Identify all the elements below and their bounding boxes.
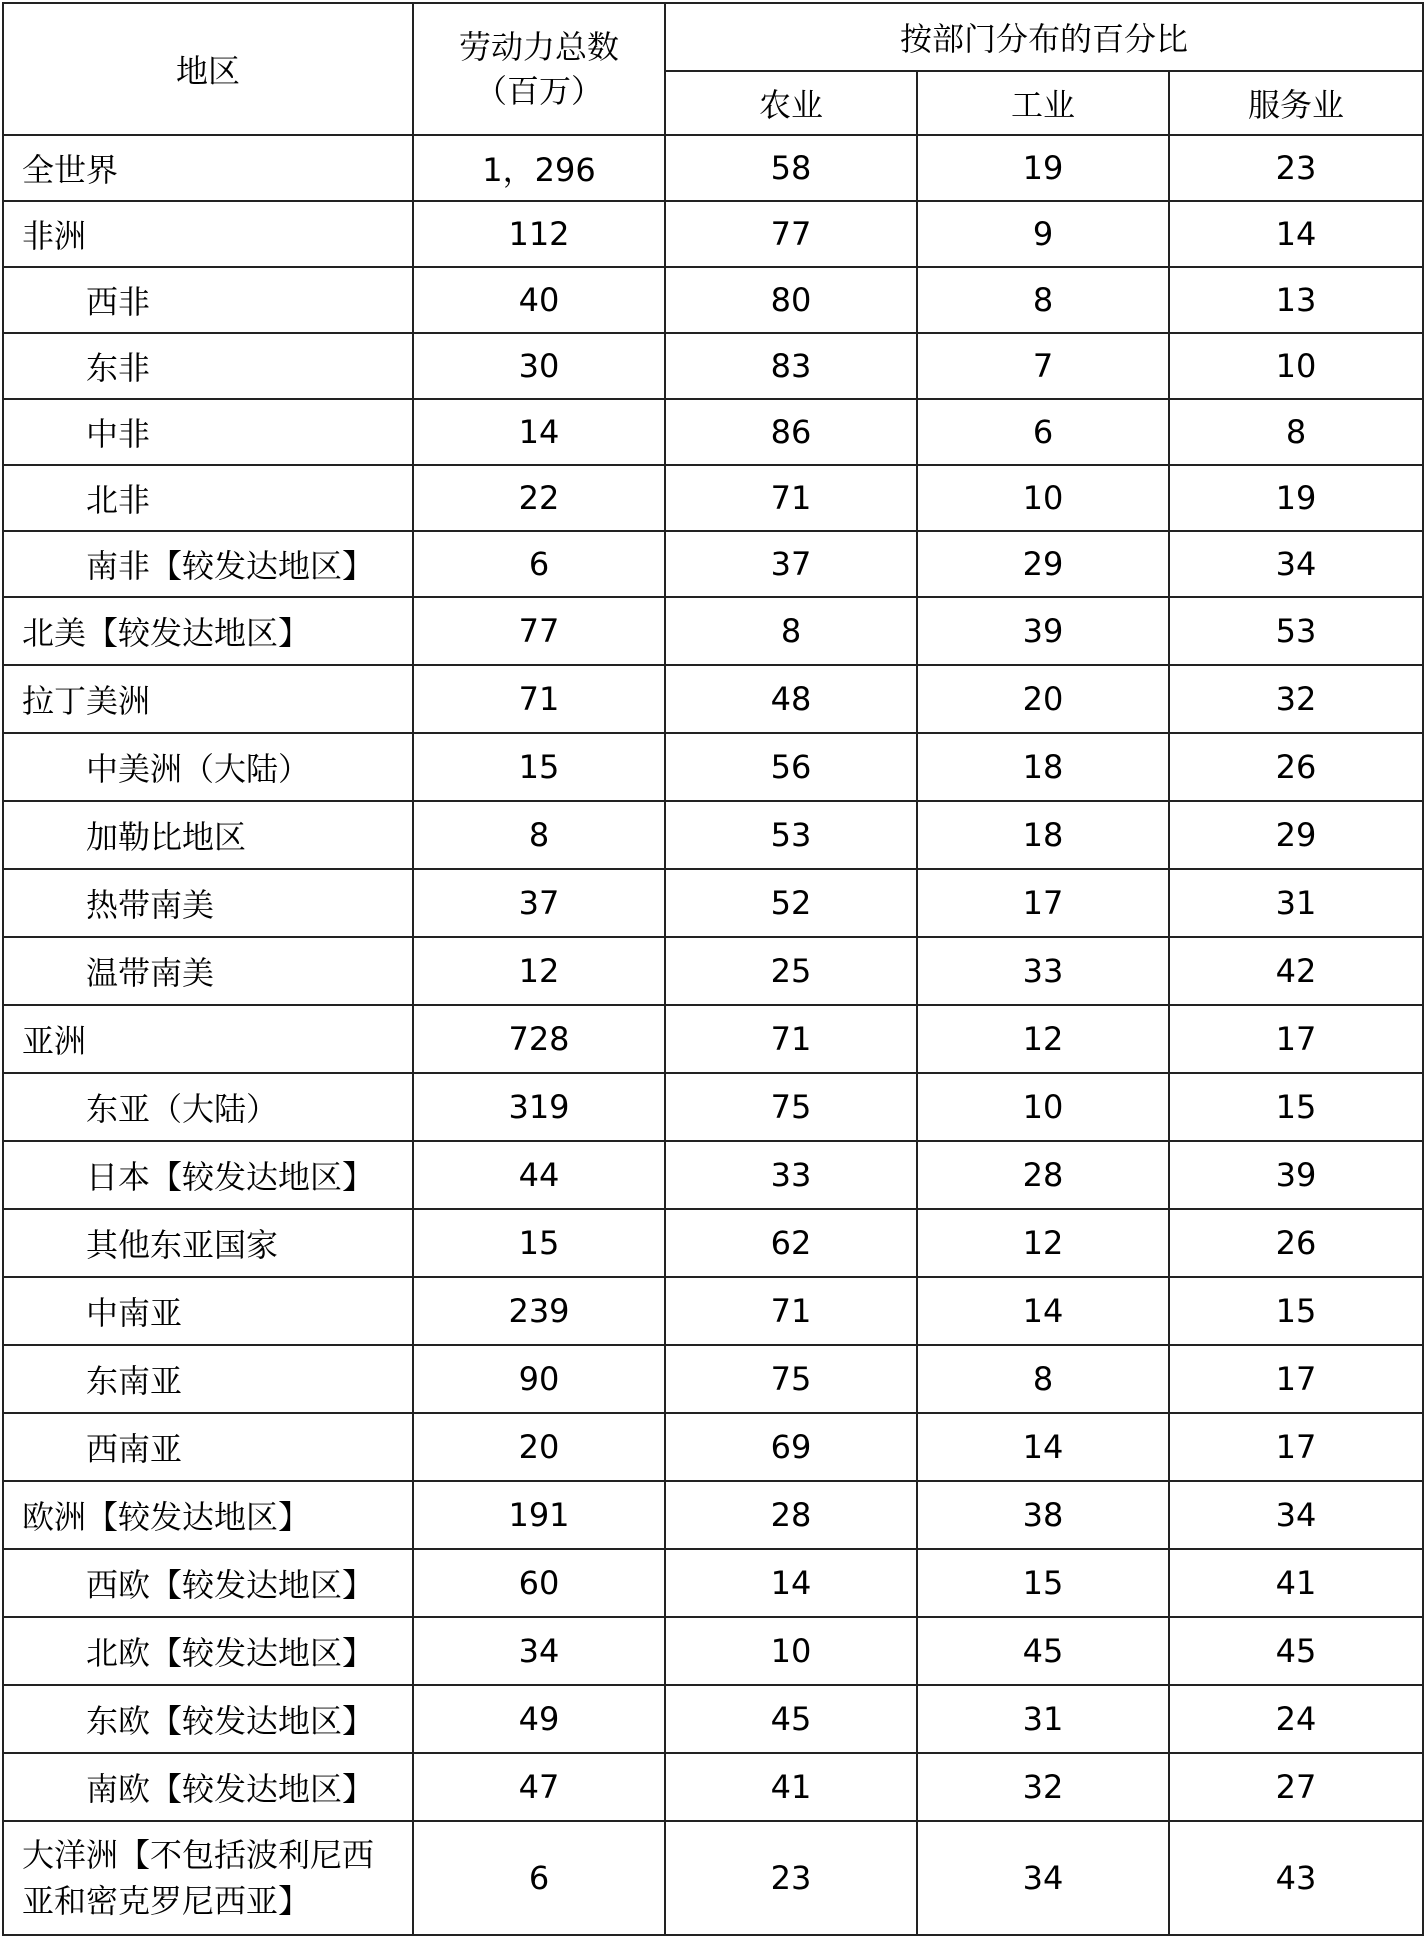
labor-total-cell: 22 (413, 465, 665, 531)
region-cell: 中南亚 (3, 1277, 413, 1345)
agriculture-cell: 25 (665, 937, 917, 1005)
labor-total-cell: 44 (413, 1141, 665, 1209)
table-row (3, 1481, 1423, 1549)
table-row (3, 1005, 1423, 1073)
table-row (3, 869, 1423, 937)
industry-cell: 6 (917, 399, 1169, 465)
region-cell: 拉丁美洲 (3, 665, 413, 733)
table-row (3, 665, 1423, 733)
labor-total-cell: 14 (413, 399, 665, 465)
labor-total-cell: 191 (413, 1481, 665, 1549)
labor-total-cell: 8 (413, 801, 665, 869)
industry-cell: 18 (917, 801, 1169, 869)
agriculture-cell: 69 (665, 1413, 917, 1481)
table-row (3, 1549, 1423, 1617)
industry-cell: 12 (917, 1209, 1169, 1277)
labor-total-cell: 49 (413, 1685, 665, 1753)
agriculture-cell: 83 (665, 333, 917, 399)
industry-cell: 34 (917, 1821, 1169, 1935)
services-cell: 10 (1169, 333, 1423, 399)
region-cell: 热带南美 (3, 869, 413, 937)
industry-cell: 7 (917, 333, 1169, 399)
agriculture-cell: 14 (665, 1549, 917, 1617)
services-cell: 53 (1169, 597, 1423, 665)
labor-total-cell: 15 (413, 733, 665, 801)
agriculture-cell: 86 (665, 399, 917, 465)
region-cell: 东非 (3, 333, 413, 399)
agriculture-cell: 45 (665, 1685, 917, 1753)
table-row (3, 1685, 1423, 1753)
agriculture-cell: 8 (665, 597, 917, 665)
table-row (3, 201, 1423, 267)
region-cell: 南欧【较发达地区】 (3, 1753, 413, 1821)
agriculture-cell: 56 (665, 733, 917, 801)
labor-force-table (2, 2, 1424, 1936)
services-cell: 45 (1169, 1617, 1423, 1685)
agriculture-header: 农业 (665, 71, 917, 135)
table-row (3, 267, 1423, 333)
table-row (3, 1617, 1423, 1685)
table-row (3, 399, 1423, 465)
labor-total-cell: 34 (413, 1617, 665, 1685)
region-cell: 北欧【较发达地区】 (3, 1617, 413, 1685)
services-cell: 19 (1169, 465, 1423, 531)
services-cell: 41 (1169, 1549, 1423, 1617)
services-cell: 32 (1169, 665, 1423, 733)
industry-cell: 32 (917, 1753, 1169, 1821)
services-cell: 31 (1169, 869, 1423, 937)
region-cell: 欧洲【较发达地区】 (3, 1481, 413, 1549)
region-cell: 南非【较发达地区】 (3, 531, 413, 597)
services-cell: 34 (1169, 1481, 1423, 1549)
region-cell: 中非 (3, 399, 413, 465)
agriculture-cell: 75 (665, 1345, 917, 1413)
table-row (3, 1277, 1423, 1345)
region-cell: 东南亚 (3, 1345, 413, 1413)
region-cell: 北非 (3, 465, 413, 531)
table-row (3, 1141, 1423, 1209)
agriculture-cell: 52 (665, 869, 917, 937)
labor-total-cell: 1，296 (413, 135, 665, 201)
services-cell: 39 (1169, 1141, 1423, 1209)
labor-total-cell: 47 (413, 1753, 665, 1821)
table-row (3, 531, 1423, 597)
table-row (3, 1753, 1423, 1821)
agriculture-cell: 77 (665, 201, 917, 267)
region-cell: 大洋洲【不包括波利尼西亚和密克罗尼西亚】 (3, 1821, 413, 1935)
industry-cell: 8 (917, 267, 1169, 333)
table-row (3, 733, 1423, 801)
labor-total-cell: 6 (413, 1821, 665, 1935)
industry-cell: 18 (917, 733, 1169, 801)
table-row (3, 135, 1423, 201)
agriculture-cell: 10 (665, 1617, 917, 1685)
industry-cell: 20 (917, 665, 1169, 733)
region-cell: 西欧【较发达地区】 (3, 1549, 413, 1617)
labor-total-cell: 728 (413, 1005, 665, 1073)
labor-total-header-line2: （百万） (474, 72, 603, 110)
services-cell: 26 (1169, 1209, 1423, 1277)
region-cell: 温带南美 (3, 937, 413, 1005)
region-cell: 非洲 (3, 201, 413, 267)
industry-cell: 9 (917, 201, 1169, 267)
industry-cell: 39 (917, 597, 1169, 665)
labor-total-cell: 15 (413, 1209, 665, 1277)
services-cell: 17 (1169, 1345, 1423, 1413)
agriculture-cell: 71 (665, 1005, 917, 1073)
region-cell: 加勒比地区 (3, 801, 413, 869)
labor-total-cell: 90 (413, 1345, 665, 1413)
industry-cell: 19 (917, 135, 1169, 201)
labor-total-cell: 77 (413, 597, 665, 665)
table-row (3, 801, 1423, 869)
agriculture-cell: 33 (665, 1141, 917, 1209)
services-cell: 8 (1169, 399, 1423, 465)
labor-total-cell: 239 (413, 1277, 665, 1345)
table-row (3, 1073, 1423, 1141)
labor-total-cell: 319 (413, 1073, 665, 1141)
labor-total-cell: 112 (413, 201, 665, 267)
industry-cell: 45 (917, 1617, 1169, 1685)
region-cell: 东欧【较发达地区】 (3, 1685, 413, 1753)
industry-cell: 33 (917, 937, 1169, 1005)
labor-total-cell: 20 (413, 1413, 665, 1481)
labor-total-cell: 12 (413, 937, 665, 1005)
table-row (3, 465, 1423, 531)
industry-cell: 14 (917, 1277, 1169, 1345)
agriculture-cell: 80 (665, 267, 917, 333)
region-cell: 日本【较发达地区】 (3, 1141, 413, 1209)
region-cell: 东亚（大陆） (3, 1073, 413, 1141)
table-row (3, 1821, 1423, 1935)
industry-header: 工业 (917, 71, 1169, 135)
labor-total-cell: 40 (413, 267, 665, 333)
services-cell: 15 (1169, 1073, 1423, 1141)
services-cell: 17 (1169, 1005, 1423, 1073)
services-cell: 26 (1169, 733, 1423, 801)
table-row (3, 937, 1423, 1005)
table-row (3, 597, 1423, 665)
agriculture-cell: 62 (665, 1209, 917, 1277)
agriculture-cell: 75 (665, 1073, 917, 1141)
labor-total-cell: 6 (413, 531, 665, 597)
services-cell: 24 (1169, 1685, 1423, 1753)
region-cell: 中美洲（大陆） (3, 733, 413, 801)
region-cell: 北美【较发达地区】 (3, 597, 413, 665)
agriculture-cell: 71 (665, 465, 917, 531)
services-cell: 43 (1169, 1821, 1423, 1935)
agriculture-cell: 41 (665, 1753, 917, 1821)
industry-cell: 29 (917, 531, 1169, 597)
labor-total-cell: 60 (413, 1549, 665, 1617)
services-header: 服务业 (1169, 71, 1423, 135)
labor-total-header-line1: 劳动力总数 (458, 28, 619, 66)
industry-cell: 31 (917, 1685, 1169, 1753)
industry-cell: 12 (917, 1005, 1169, 1073)
industry-cell: 8 (917, 1345, 1169, 1413)
table-row (3, 1209, 1423, 1277)
region-cell: 其他东亚国家 (3, 1209, 413, 1277)
industry-cell: 17 (917, 869, 1169, 937)
services-cell: 14 (1169, 201, 1423, 267)
region-cell: 西南亚 (3, 1413, 413, 1481)
services-cell: 34 (1169, 531, 1423, 597)
industry-cell: 10 (917, 1073, 1169, 1141)
region-cell: 西非 (3, 267, 413, 333)
labor-total-cell: 37 (413, 869, 665, 937)
region-cell: 全世界 (3, 135, 413, 201)
industry-cell: 14 (917, 1413, 1169, 1481)
agriculture-cell: 23 (665, 1821, 917, 1935)
agriculture-cell: 28 (665, 1481, 917, 1549)
agriculture-cell: 71 (665, 1277, 917, 1345)
table-body (3, 135, 1423, 1935)
services-cell: 15 (1169, 1277, 1423, 1345)
services-cell: 29 (1169, 801, 1423, 869)
industry-cell: 10 (917, 465, 1169, 531)
services-cell: 17 (1169, 1413, 1423, 1481)
sector-group-header: 按部门分布的百分比 (665, 3, 1423, 71)
agriculture-cell: 53 (665, 801, 917, 869)
region-cell: 亚洲 (3, 1005, 413, 1073)
agriculture-cell: 37 (665, 531, 917, 597)
industry-cell: 28 (917, 1141, 1169, 1209)
agriculture-cell: 48 (665, 665, 917, 733)
labor-total-header (413, 3, 665, 135)
services-cell: 13 (1169, 267, 1423, 333)
labor-total-cell: 71 (413, 665, 665, 733)
services-cell: 23 (1169, 135, 1423, 201)
industry-cell: 15 (917, 1549, 1169, 1617)
services-cell: 42 (1169, 937, 1423, 1005)
region-header: 地区 (3, 3, 413, 135)
table-row (3, 333, 1423, 399)
table-row (3, 1345, 1423, 1413)
labor-total-cell: 30 (413, 333, 665, 399)
industry-cell: 38 (917, 1481, 1169, 1549)
services-cell: 27 (1169, 1753, 1423, 1821)
agriculture-cell: 58 (665, 135, 917, 201)
header-row (3, 3, 1423, 71)
table-row (3, 1413, 1423, 1481)
